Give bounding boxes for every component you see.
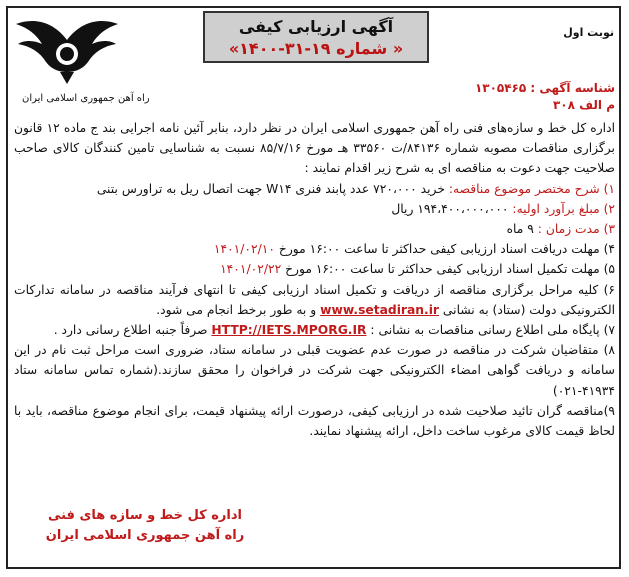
announcement-body — [14, 118, 615, 441]
ad-code-text: م الف ۳۰۸ — [552, 98, 615, 112]
item-7 — [14, 320, 615, 340]
signature-line-2: راه آهن جمهوری اسلامی ایران — [45, 528, 245, 543]
item-1 — [14, 179, 615, 199]
logo-caption: راه آهن جمهوری اسلامی ایران — [22, 93, 150, 104]
item-4 — [14, 239, 615, 259]
page-title: آگهی ارزیابی کیفی — [238, 17, 394, 36]
railway-logo-icon — [12, 10, 122, 88]
item-2-label: ۲) مبلغ برآورد اولیه: — [512, 201, 615, 216]
item-9: ۹)مناقصه گران تائید صلاحیت شده در ارزیابی کیفی، درصورت ارائه پیشنهاد قیمت، برای انجام موضوع مناقصه، باید با لحاظ قیمت کالای مرغوب ساخت داخل، ارائه پیشنهاد نمایند. — [14, 403, 615, 439]
item-1-label: ۱) شرح مختصر موضوع مناقصه: — [448, 181, 615, 196]
round-label: نوبت اول — [563, 26, 614, 39]
item-5 — [14, 259, 615, 279]
item-5-text: ۵) مهلت تکمیل اسناد ارزیابی کیفی حداکثر تا ساعت ۱۶:۰۰ مورخ — [281, 262, 615, 277]
item-6-tail: و به طور برخط انجام می شود. — [156, 302, 321, 317]
iets-link[interactable]: HTTP://IETS.MPORG.IR — [211, 323, 367, 338]
setadiran-link[interactable]: www.setadiran.ir — [320, 302, 439, 317]
item-3-label: ۳) مدت زمان : — [537, 222, 615, 237]
signature-line-1: اداره کل خط و سازه های فنی — [47, 508, 243, 523]
item-6-text: ۶) کلیه مراحل برگزاری مناقصه از دریافت و تکمیل اسناد ارزیابی کیفی تا انتهای فرآیند مناقصه در سامانه تدارکات الکترونیکی دولت (ستاد) به نشانی — [14, 282, 615, 317]
item-5-date: ۱۴۰۱/۰۲/۲۲ — [220, 262, 282, 277]
signature-block — [30, 506, 260, 546]
item-7-tail: صرفاً جنبه اطلاع رسانی دارد . — [53, 323, 212, 338]
item-6 — [14, 280, 615, 320]
item-7-text: ۷) پایگاه ملی اطلاع رسانی مناقصات به نشانی : — [366, 323, 615, 338]
ad-identifier — [475, 80, 615, 114]
item-4-date: ۱۴۰۱/۰۲/۱۰ — [213, 242, 275, 257]
announcement-number: « شماره ۱۹-۳۱-۱۴۰۰» — [228, 39, 404, 58]
item-3 — [14, 219, 615, 239]
item-2 — [14, 199, 615, 219]
ad-id-text: شناسه آگهی : ۱۳۰۵۴۶۵ — [474, 81, 615, 95]
item-2-text: ۱۹۴،۴۰۰،۰۰۰،۰۰۰ ریال — [391, 201, 513, 216]
title-box — [203, 11, 429, 63]
item-4-text: ۴) مهلت دریافت اسناد ارزیابی کیفی حداکثر تا ساعت ۱۶:۰۰ مورخ — [274, 242, 615, 257]
item-8: ۸) متقاضیان شرکت در مناقصه در صورت عدم عضویت قبلی در سامانه ستاد، ضروری است مراحل ثبت نام در این سامانه و دریافت گواهی امضاء الکترونیکی جهت شرکت در فراخوان را محقق سازند.(شماره تماس سامانه ستاد ۴۱۹۳۴-۰۲۱) — [14, 343, 615, 398]
intro-paragraph: اداره کل خط و سازه‌های فنی راه آهن جمهوری اسلامی ایران در نظر دارد، بنابر آئین نامه اجرایی بند ج ماده ۱۲ قانون برگزاری مناقصات مصوبه شماره ۸۴۱۳۶/ت ۳۳۵۶۰ هـ مورخ ۸۵/۷/۱۶ نسبت به شناسایی تامین کنندگان کالای صاحب صلاحیت جهت دعوت به مناقصه ای به شرح زیر اقدام نمایند : — [14, 121, 615, 176]
item-1-text: خرید ۷۲۰،۰۰۰ عدد پابند فنری W۱۴ جهت اتصال ریل به تراورس بتنی — [96, 181, 449, 196]
item-3-text: ۹ ماه — [506, 222, 538, 237]
